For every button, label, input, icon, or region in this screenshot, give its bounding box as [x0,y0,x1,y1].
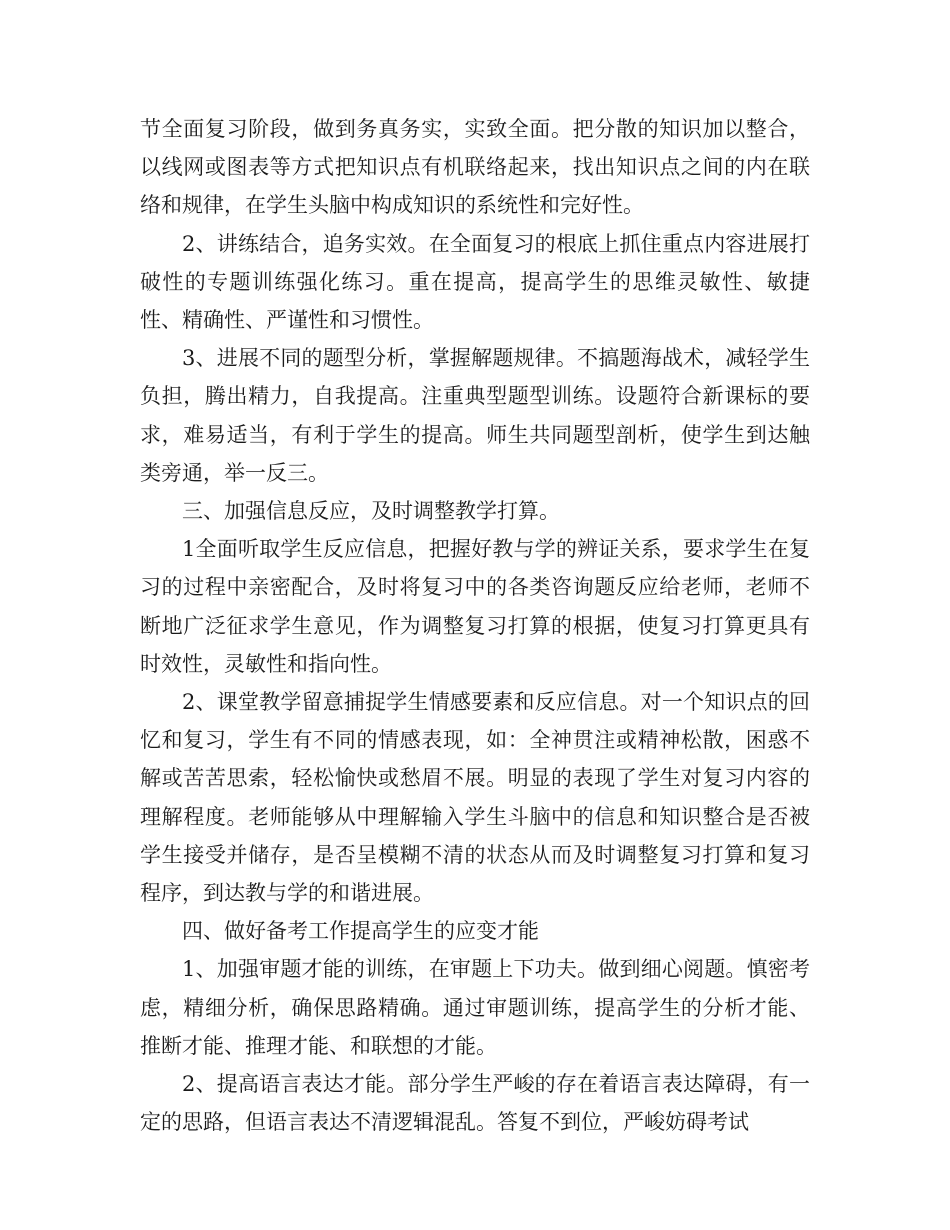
document-body [140,110,810,1141]
paragraph-classroom-emotion: 2、课堂教学留意捕捉学生情感要素和反应信息。对一个知识点的回忆和复习，学生有不同的情感表现，如：全神贯注或精神松散，困惑不解或苦苦思索，轻松愉快或愁眉不展。明显的表现了学生对复习内容的理解程度。老师能够从中理解输入学生斗脑中的信息和知识整合是否被学生接受并储存，是否呈模糊不清的状态从而及时调整复习打算和复习程序，到达教与学的和谐进展。 [140,690,810,906]
paragraph-reading-questions: 1、加强审题才能的训练，在审题上下功夫。做到细心阅题。慎密考虑，精细分析，确保思路精确。通过审题训练，提高学生的分析才能、推断才能、推理才能、和联想的才能。 [140,957,810,1058]
paragraph-language-expression: 2、提高语言表达才能。部分学生严峻的存在着语言表达障碍，有一定的思路，但语言表达不清逻辑混乱。答复不到位，严峻妨碍考试 [140,1072,810,1135]
paragraph-question-types: 3、进展不同的题型分析，掌握解题规律。不搞题海战术，减轻学生负担，腾出精力，自我提高。注重典型题型训练。设题符合新课标的要求，难易适当，有利于学生的提高。师生共同题型剖析，使学生到达触类旁通，举一反三。 [140,346,810,485]
paragraph-student-feedback: 1全面听取学生反应信息，把握好教与学的辨证关系，要求学生在复习的过程中亲密配合，及时将复习中的各类咨询题反应给老师，老师不断地广泛征求学生意见，作为调整复习打算的根据，使复习打算更具有时效性，灵敏性和指向性。 [140,537,810,676]
paragraph-practice-combined: 2、讲练结合，追务实效。在全面复习的根底上抓住重点内容进展打破性的专题训练强化练习。重在提高，提高学生的思维灵敏性、敏捷性、精确性、严谨性和习惯性。 [140,231,810,333]
heading-section-three: 三、加强信息反应，及时调整教学打算。 [182,499,560,524]
heading-section-four: 四、做好备考工作提高学生的应变才能 [182,919,539,944]
paragraph-review-stage-continued: 节全面复习阶段，做到务真务实，实致全面。把分散的知识加以整合，以线网或图表等方式把知识点有机联络起来，找出知识点之间的内在联络和规律，在学生头脑中构成知识的系统性和完好性。 [140,117,810,218]
